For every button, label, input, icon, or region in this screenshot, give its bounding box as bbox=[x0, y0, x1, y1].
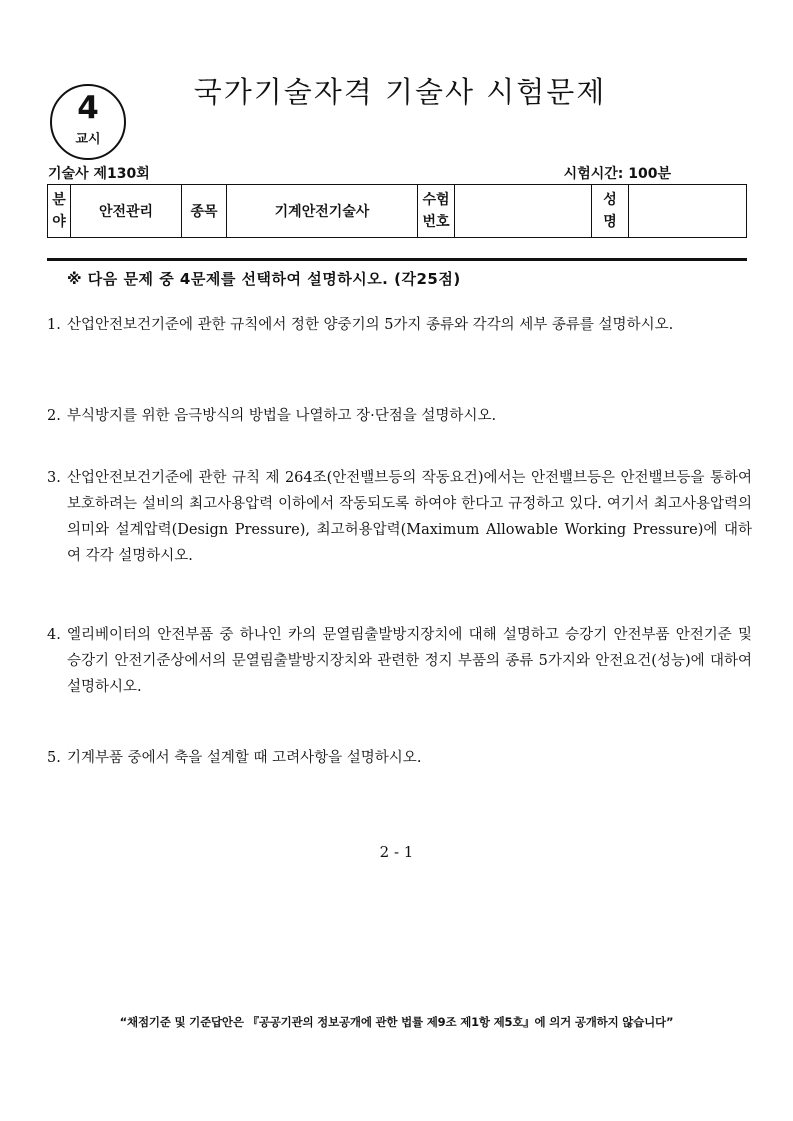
field-value: 안전관리 bbox=[71, 185, 182, 238]
question-number: 4. bbox=[47, 627, 61, 643]
question-number: 5. bbox=[47, 750, 61, 766]
footer-note: “채점기준 및 기준답안은 『공공기관의 정보공개에 관한 법률 제9조 제1항 제5호』에 의거 공개하지 않습니다” bbox=[119, 1015, 674, 1029]
question-number: 3. bbox=[47, 470, 61, 486]
question-text: 산업안전보건기준에 관한 규칙에서 정한 양중기의 5가지 종류와 각각의 세부 종류를 설명하시오. bbox=[67, 317, 674, 333]
instruction: ※ 다음 문제 중 4문제를 선택하여 설명하시오. (각25점) bbox=[67, 270, 461, 288]
field-label-line-2: 야 bbox=[52, 214, 66, 230]
question-number: 1. bbox=[47, 317, 61, 333]
question-1 bbox=[47, 312, 752, 338]
exam-info-table bbox=[47, 184, 747, 238]
question-4 bbox=[47, 622, 752, 700]
exam-number-field[interactable] bbox=[455, 185, 592, 238]
exam-number-label-line-1: 수험 bbox=[422, 192, 450, 208]
field-label-line-1: 분 bbox=[52, 192, 66, 208]
section-divider bbox=[47, 258, 747, 261]
question-2 bbox=[47, 403, 752, 429]
question-text: 기계부품 중에서 축을 설계할 때 고려사항을 설명하시오. bbox=[67, 750, 422, 766]
page-title: 국가기술자격 기술사 시험문제 bbox=[193, 75, 607, 109]
period-badge bbox=[50, 84, 126, 160]
question-text: 엘리베이터의 안전부품 중 하나인 카의 문열림출발방지장치에 대해 설명하고 승강기 안전부품 안전기준 및 승강기 안전기준상에서의 문열림출발방지장치와 관련한 정지 부품의 종류 5가지와 안전요건(성능)에 대하여 설명하시오. bbox=[67, 627, 752, 695]
question-3 bbox=[47, 465, 752, 569]
exam-number-label-line-2: 번호 bbox=[422, 214, 450, 230]
period-number: 4 bbox=[77, 90, 99, 126]
field-label-cell bbox=[48, 185, 71, 238]
question-text: 산업안전보건기준에 관한 규칙 제 264조(안전밸브등의 작동요건)에서는 안전밸브등은 안전밸브등을 통하여 보호하려는 설비의 최고사용압력 이하에서 작동되도록 하여야 한다고 규정하고 있다. 여기서 최고사용압력의 의미와 설계압력(Design Pressure), 최고허용압력(Maximum Allowable Working Pressure)에 대하여 각각 설명하시오. bbox=[67, 470, 752, 564]
category-label: 종목 bbox=[182, 185, 227, 238]
name-label-cell bbox=[592, 185, 629, 238]
question-number: 2. bbox=[47, 408, 61, 424]
category-value: 기계안전기술사 bbox=[227, 185, 418, 238]
name-label-line-2: 명 bbox=[603, 214, 617, 230]
question-5 bbox=[47, 745, 752, 771]
question-text: 부식방지를 위한 음극방식의 방법을 나열하고 장·단점을 설명하시오. bbox=[67, 408, 497, 424]
period-label: 교시 bbox=[75, 132, 101, 147]
exam-time: 시험시간: 100분 bbox=[563, 166, 671, 182]
name-label-line-1: 성 bbox=[603, 192, 617, 208]
exam-number-label-cell bbox=[418, 185, 455, 238]
page-indicator: 2 - 1 bbox=[379, 843, 414, 861]
exam-round: 기술사 제130회 bbox=[48, 166, 150, 182]
name-field[interactable] bbox=[629, 185, 747, 238]
